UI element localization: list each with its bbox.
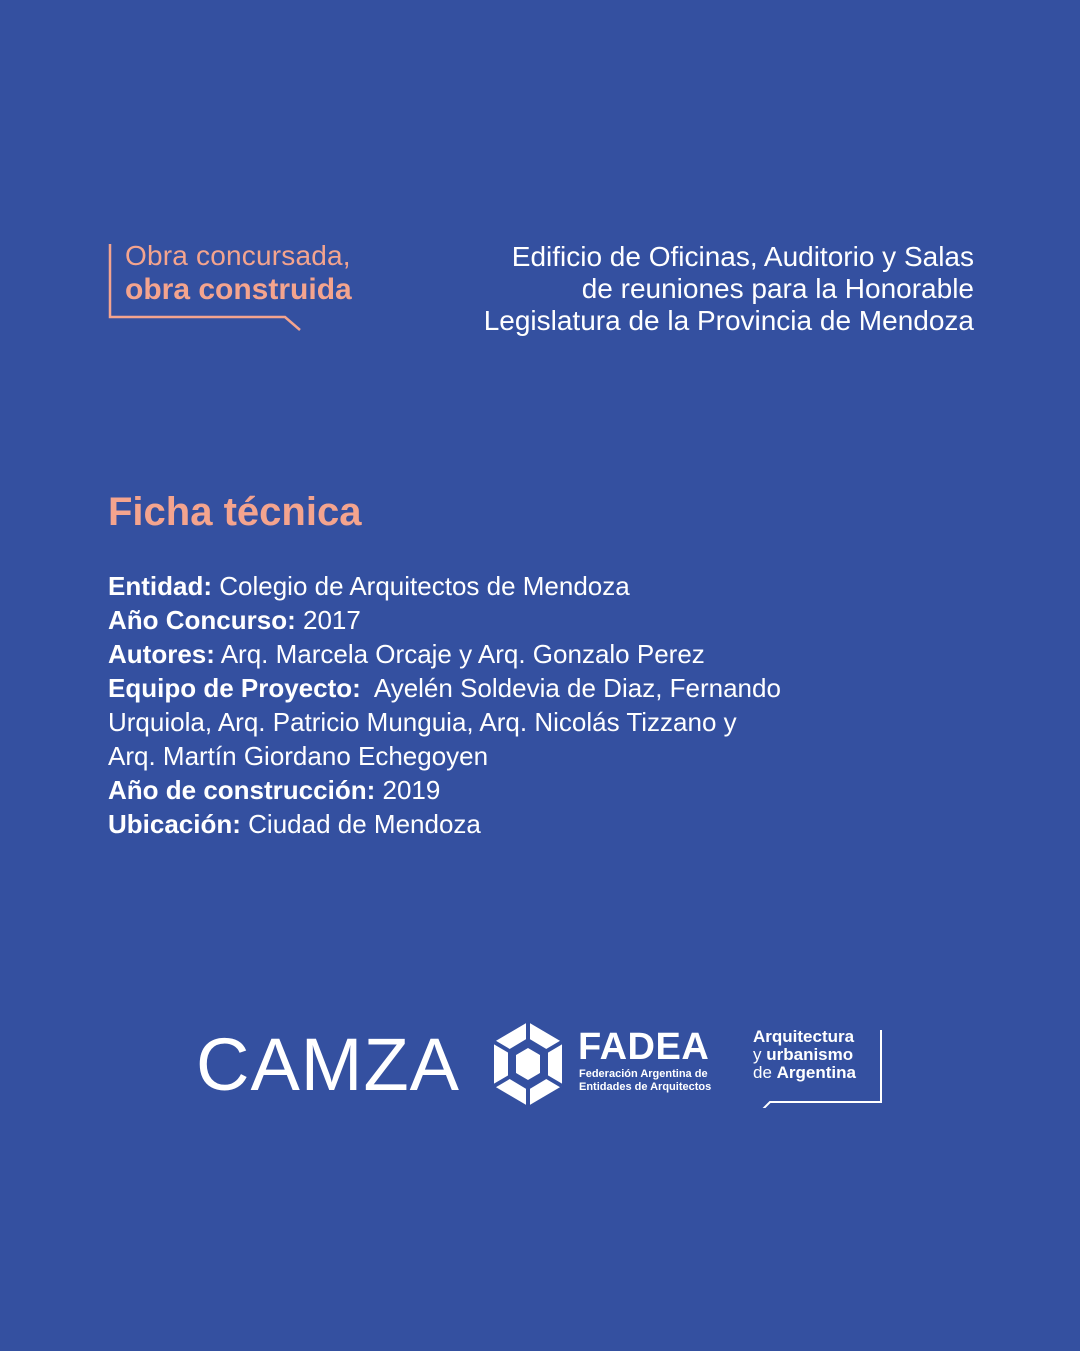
equipo-value-continued: Urquiola, Arq. Patricio Munguia, Arq. Nicolás Tizzano y	[108, 707, 737, 737]
aua-line-3	[753, 1064, 856, 1082]
row-anio-concurso	[108, 603, 868, 637]
row-ubicacion	[108, 807, 868, 841]
aua-line-1: Arquitectura	[753, 1027, 855, 1046]
fadea-logo-icon	[490, 1020, 566, 1108]
section-title: Ficha técnica	[108, 490, 362, 534]
row-entidad	[108, 569, 868, 603]
ubicacion-label: Ubicación:	[108, 809, 241, 839]
fadea-subtitle-line: Entidades de Arquitectos	[579, 1081, 712, 1093]
aua-line-2	[753, 1046, 853, 1064]
equipo-value: Ayelén Soldevia de Diaz, Fernando	[373, 673, 781, 703]
aua-line-2-prefix: y	[753, 1045, 762, 1064]
anio-construccion-label: Año de construcción:	[108, 775, 376, 805]
equipo-value-continued: Arq. Martín Giordano Echegoyen	[108, 741, 489, 771]
project-title	[414, 241, 974, 337]
autores-label: Autores:	[108, 639, 215, 669]
badge-line-2: obra construida	[125, 273, 352, 306]
fadea-subtitle	[579, 1068, 711, 1094]
camza-logo: CAMZA	[196, 1023, 460, 1106]
ubicacion-value: Ciudad de Mendoza	[248, 809, 481, 839]
fadea-name: FADEA	[578, 1026, 710, 1068]
project-title-line: Legislatura de la Provincia de Mendoza	[483, 305, 974, 336]
row-anio-construccion	[108, 773, 868, 807]
technical-sheet	[108, 569, 868, 841]
aua-line-2-word: urbanismo	[766, 1045, 854, 1064]
entidad-value: Colegio de Arquitectos de Mendoza	[219, 571, 630, 601]
anio-concurso-label: Año Concurso:	[108, 605, 296, 635]
anio-concurso-value: 2017	[303, 605, 361, 635]
competition-badge	[108, 240, 398, 335]
row-equipo	[108, 671, 868, 705]
equipo-label: Equipo de Proyecto:	[108, 673, 361, 703]
fadea-subtitle-line: Federación Argentina de	[579, 1068, 708, 1080]
aua-line-3-word: Argentina	[776, 1063, 856, 1082]
entidad-label: Entidad:	[108, 571, 212, 601]
project-title-line: Edificio de Oficinas, Auditorio y Salas	[511, 241, 974, 272]
logos-bar	[0, 1015, 1080, 1115]
autores-value: Arq. Marcela Orcaje y Arq. Gonzalo Perez	[220, 639, 705, 669]
badge-line-1: Obra concursada,	[125, 240, 351, 271]
row-autores	[108, 637, 868, 671]
anio-construccion-value: 2019	[382, 775, 441, 805]
project-title-line: de reuniones para la Honorable	[581, 273, 974, 304]
aua-line-3-prefix: de	[753, 1063, 772, 1082]
arquitectura-urbanismo-logo	[752, 1028, 884, 1108]
